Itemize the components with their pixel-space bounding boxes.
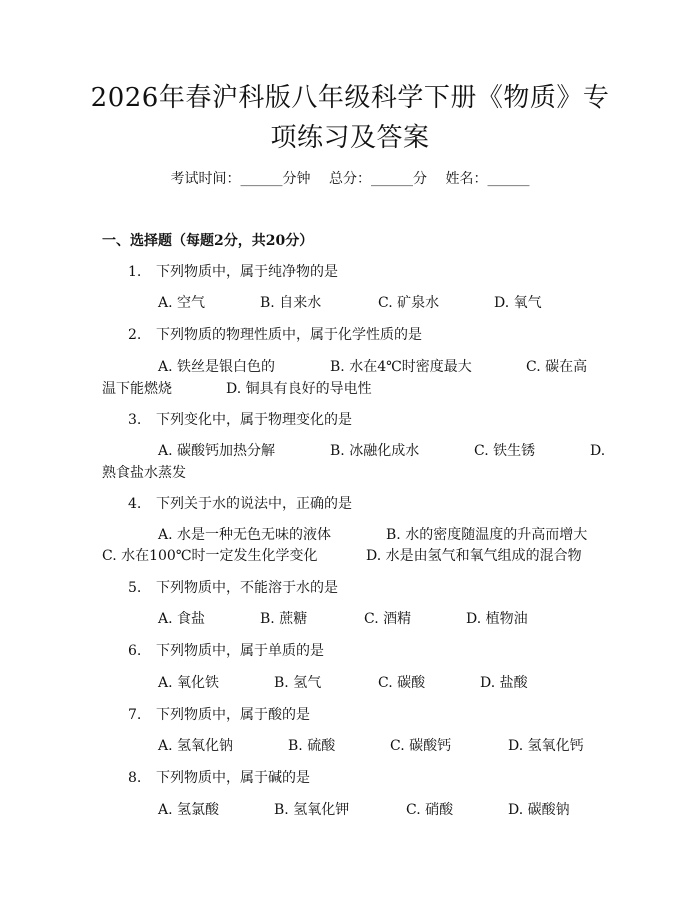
question-text: 下列关于水的说法中，正确的是	[156, 496, 352, 512]
option-d: D. 铜具有良好的导电性	[226, 381, 372, 397]
option-c: C. 硝酸	[406, 802, 454, 818]
question-6	[128, 641, 324, 661]
question-text: 下列物质中，属于单质的是	[156, 643, 324, 659]
option-d: D. 碳酸钠	[508, 802, 570, 818]
document-title	[60, 78, 640, 158]
question-5	[128, 578, 338, 598]
option-b: B. 自来水	[260, 295, 322, 311]
option-d: D. 植物油	[466, 611, 528, 627]
option-b: B. 硫酸	[288, 738, 336, 754]
option-d: D. 盐酸	[480, 675, 528, 691]
question-8	[128, 768, 310, 788]
option-a: A. 氢氧化钠	[158, 738, 234, 754]
question-text: 下列变化中，属于物理变化的是	[156, 412, 352, 428]
question-number: 8.	[128, 770, 142, 786]
exam-meta	[0, 168, 700, 188]
option-a: A. 铁丝是银白色的	[158, 359, 276, 375]
option-d-continued: 熟食盐水蒸发	[102, 465, 186, 481]
option-b: B. 氢氧化钾	[274, 802, 350, 818]
option-a: A. 氢氯酸	[158, 802, 220, 818]
question-text: 下列物质中，不能溶于水的是	[156, 580, 338, 596]
option-c: C. 水在100℃时一定发生化学变化	[102, 548, 318, 564]
question-number: 2.	[128, 327, 142, 343]
option-a: A. 碳酸钙加热分解	[158, 443, 276, 459]
question-number: 4.	[128, 496, 142, 512]
option-c: C. 碳在高	[526, 359, 588, 375]
option-c-continued: 温下能燃烧	[102, 381, 172, 397]
option-b: B. 冰融化成水	[330, 443, 420, 459]
question-2	[128, 325, 422, 345]
option-c: C. 碳酸钙	[390, 738, 452, 754]
option-a: A. 空气	[158, 295, 206, 311]
question-3	[128, 410, 352, 430]
option-c: C. 碳酸	[378, 675, 426, 691]
question-text: 下列物质中，属于酸的是	[156, 707, 310, 723]
title-line-2: 项练习及答案	[270, 123, 430, 153]
option-b: B. 氢气	[274, 675, 322, 691]
option-c: C. 铁生锈	[474, 443, 536, 459]
option-c: C. 矿泉水	[378, 295, 440, 311]
option-a: A. 氧化铁	[158, 675, 220, 691]
option-a: A. 食盐	[158, 611, 206, 627]
option-b: B. 水在4℃时密度最大	[330, 359, 472, 375]
question-7	[128, 705, 310, 725]
option-c: C. 酒精	[364, 611, 412, 627]
title-line-1: 2026年春沪科版八年级科学下册《物质》专	[90, 83, 610, 113]
option-d: D. 水是由氢气和氧气组成的混合物	[366, 548, 582, 564]
question-number: 1.	[128, 264, 142, 280]
option-a: A. 水是一种无色无味的液体	[158, 527, 332, 543]
question-text: 下列物质中，属于纯净物的是	[156, 264, 338, 280]
option-d: D.	[590, 443, 606, 459]
question-number: 5.	[128, 580, 142, 596]
option-b: B. 水的密度随温度的升高而增大	[386, 527, 588, 543]
question-number: 6.	[128, 643, 142, 659]
question-number: 7.	[128, 707, 142, 723]
section-heading: 一、选择题（每题2分，共20分）	[102, 233, 314, 249]
total-score: 总分：______分	[329, 171, 427, 187]
student-name: 姓名：______	[445, 171, 530, 187]
question-text: 下列物质的物理性质中，属于化学性质的是	[156, 327, 422, 343]
question-4	[128, 494, 352, 514]
exam-time: 考试时间：______分钟	[170, 171, 311, 187]
question-number: 3.	[128, 412, 142, 428]
question-text: 下列物质中，属于碱的是	[156, 770, 310, 786]
question-1	[128, 262, 338, 282]
option-d: D. 氧气	[494, 295, 542, 311]
option-b: B. 蔗糖	[260, 611, 308, 627]
option-d: D. 氢氧化钙	[508, 738, 584, 754]
